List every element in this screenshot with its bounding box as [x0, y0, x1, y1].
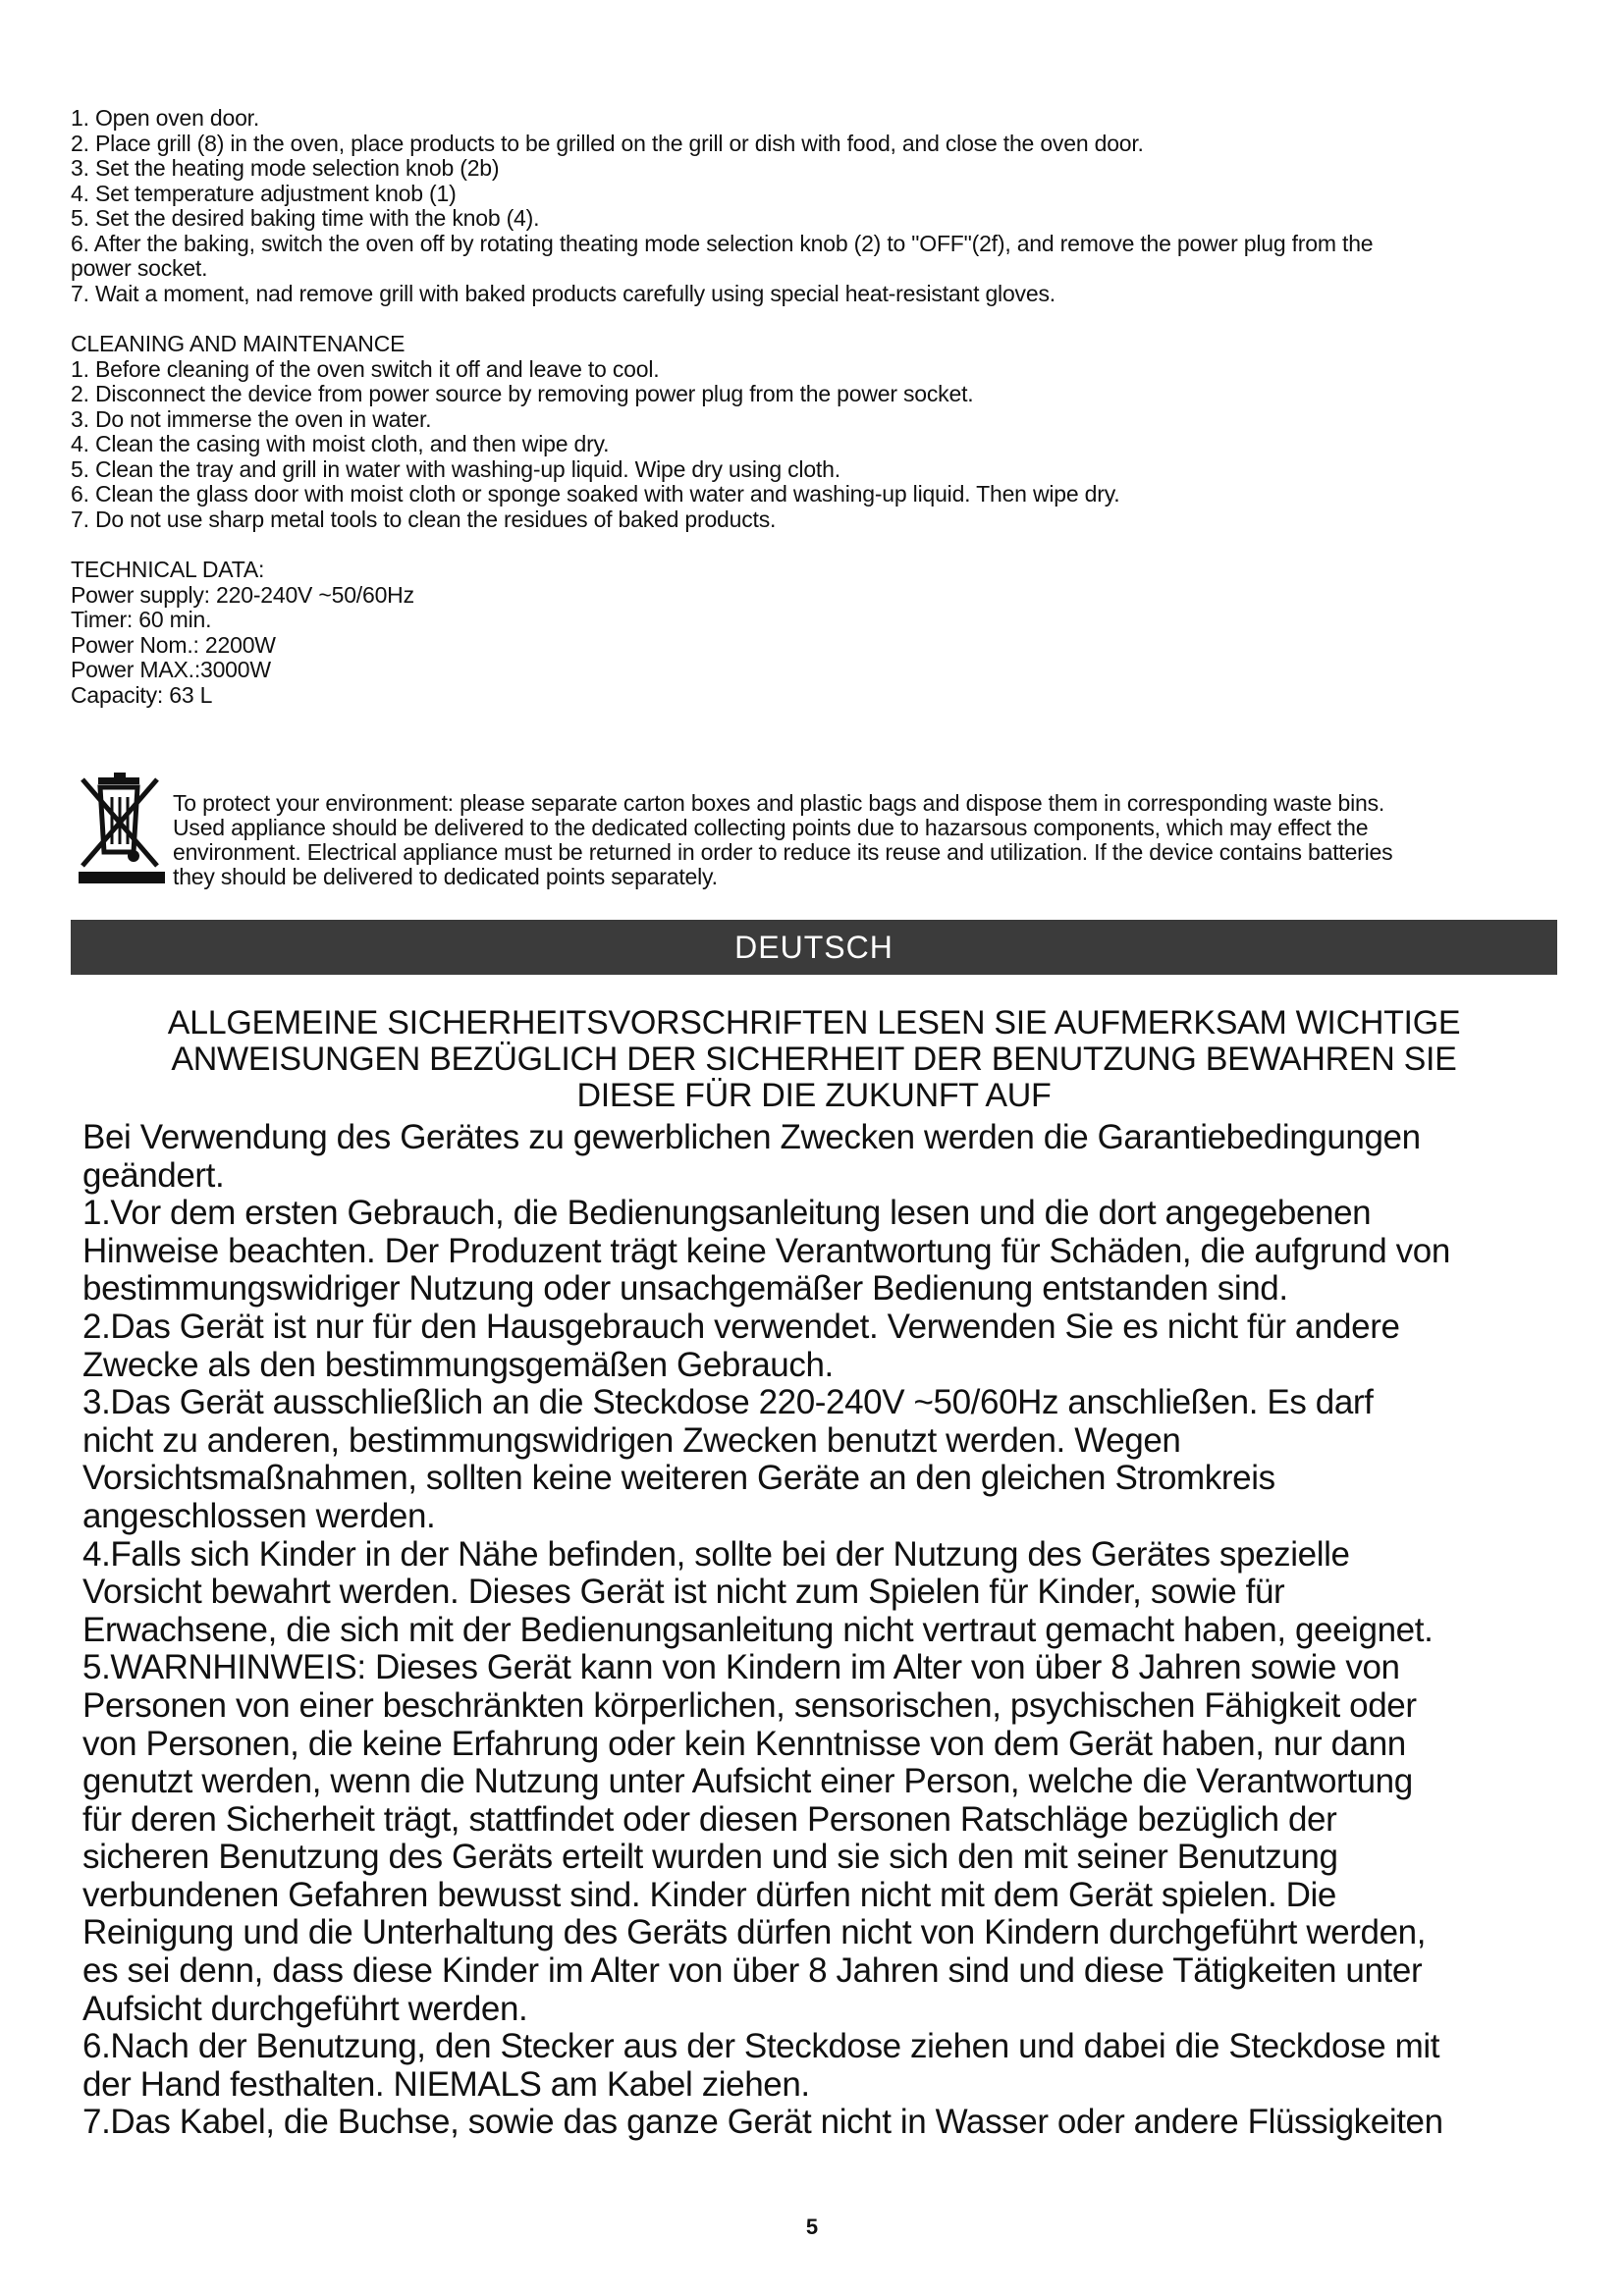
cleaning-item: 5. Clean the tray and grill in water with washing-up liquid. Wipe dry using cloth. — [71, 455, 840, 482]
step-line: 1. Open oven door. — [71, 105, 260, 131]
body-line: es sei denn, dass diese Kinder im Alter von über 8 Jahren sind und diese Tätigkeiten unter — [82, 1951, 1423, 1991]
technical-title: TECHNICAL DATA: — [71, 557, 265, 582]
body-line: Reinigung und die Unterhaltung des Geräts dürfen nicht von Kindern durchgeführt werden, — [82, 1913, 1427, 1952]
technical-line: Power supply: 220-240V ~50/60Hz — [71, 581, 414, 608]
step-line: 5. Set the desired baking time with the knob (4). — [71, 205, 540, 231]
body-line: Hinweise beachten. Der Produzent trägt keine Verantwortung für Schäden, die aufgrund von — [82, 1231, 1450, 1270]
body-line: geändert. — [82, 1155, 225, 1195]
environment-text — [173, 791, 1567, 889]
environment-line: Used appliance should be delivered to the dedicated collecting points due to hazarsous components, which may effect the — [173, 815, 1369, 840]
environment-line: they should be delivered to dedicated points separately. — [173, 864, 718, 889]
body-line: Vorsicht bewahrt werden. Dieses Gerät ist nicht zum Spielen für Kinder, sowie für — [82, 1573, 1285, 1612]
body-line: sicheren Benutzung des Geräts erteilt wurden und sie sich den mit seiner Benutzung — [82, 1838, 1338, 1877]
technical-line: Timer: 60 min. — [71, 607, 212, 632]
body-line: nicht zu anderen, bestimmungswidrigen Zwecken benutzt werden. Wegen — [82, 1420, 1181, 1460]
step-line: 7. Wait a moment, nad remove grill with baked products carefully using special heat-resistant gloves. — [71, 280, 1056, 306]
section-banner — [71, 920, 1557, 975]
body-line: genutzt werden, wenn die Nutzung unter Aufsicht einer Person, welche die Verantwortung — [82, 1762, 1413, 1801]
body-line: für deren Sicherheit trägt, stattfindet oder diesen Personen Ratschläge bezüglich der — [82, 1799, 1337, 1839]
environment-line: environment. Electrical appliance must be returned in order to reduce its reuse and utilization. If the device contains batteries — [173, 839, 1393, 865]
step-line: power socket. — [71, 255, 208, 281]
body-line: 7.Das Kabel, die Buchse, sowie das ganze Gerät nicht in Wasser oder andere Flüssigkeiten — [82, 2103, 1443, 2142]
spacer — [71, 532, 1563, 558]
body-line: angeschlossen werden. — [82, 1496, 436, 1535]
step-line: 6. After the baking, switch the oven off by rotating theating mode selection knob (2) to "OFF"(2f), and remove the power plug from the — [71, 230, 1374, 256]
step-line: 3. Set the heating mode selection knob (2b) — [71, 155, 500, 181]
body-line: Erwachsene, die sich mit der Bedienungsanleitung nicht vertraut gemacht haben, geeignet. — [82, 1610, 1434, 1649]
technical-line: Power MAX.:3000W — [71, 657, 271, 682]
cleaning-item: 6. Clean the glass door with moist cloth or sponge soaked with water and washing-up liquid. Then wipe dry. — [71, 481, 1120, 507]
body-line: 1.Vor dem ersten Gebrauch, die Bedienungsanleitung lesen und die dort angegebenen — [82, 1194, 1372, 1233]
spacer — [71, 306, 1563, 332]
cleaning-item: 7. Do not use sharp metal tools to clean the residues of baked products. — [71, 506, 777, 532]
heading-line: ANWEISUNGEN BEZÜGLICH DER SICHERHEIT DER BENUTZUNG BEWAHREN SIE — [171, 1041, 1457, 1078]
body-line: verbundenen Gefahren bewusst sind. Kinder dürfen nicht mit dem Gerät spielen. Die — [82, 1875, 1336, 1914]
english-instructions — [71, 106, 1563, 708]
heading-line: DIESE FÜR DIE ZUKUNFT AUF — [576, 1077, 1052, 1114]
body-line: Aufsicht durchgeführt werden. — [82, 1989, 528, 2028]
body-line: Bei Verwendung des Gerätes zu gewerblichen Zwecken werden die Garantiebedingungen — [82, 1118, 1421, 1156]
heading-line: ALLGEMEINE SICHERHEITSVORSCHRIFTEN LESEN SIE AUFMERKSAM WICHTIGE — [167, 1004, 1461, 1041]
cleaning-title: CLEANING AND MAINTENANCE — [71, 331, 406, 356]
body-line: 5.WARNHINWEIS: Dieses Gerät kann von Kindern im Alter von über 8 Jahren sowie von — [82, 1648, 1400, 1687]
body-line: 6.Nach der Benutzung, den Stecker aus der Steckdose ziehen und dabei die Steckdose mit — [82, 2027, 1440, 2066]
body-line: Vorsichtsmaßnahmen, sollten keine weiteren Geräte an den gleichen Stromkreis — [82, 1459, 1275, 1498]
page-number: 5 — [805, 2215, 819, 2239]
cleaning-item: 3. Do not immerse the oven in water. — [71, 405, 432, 432]
body-line: 2.Das Gerät ist nur für den Hausgebrauch verwendet. Verwenden Sie es nicht für andere — [82, 1307, 1400, 1346]
german-heading — [71, 1005, 1557, 1114]
cleaning-item: 2. Disconnect the device from power source by removing power plug from the power socket. — [71, 381, 974, 406]
body-line: bestimmungswidriger Nutzung oder unsachgemäßer Bedienung entstanden sind. — [82, 1269, 1288, 1308]
body-line: der Hand festhalten. NIEMALS am Kabel ziehen. — [82, 2064, 810, 2104]
body-line: Zwecke als den bestimmungsgemäßen Gebrauch. — [82, 1345, 834, 1384]
section-banner-title: DEUTSCH — [734, 929, 893, 965]
technical-line: Power Nom.: 2200W — [71, 631, 276, 658]
environment-line: To protect your environment: please separate carton boxes and plastic bags and dispose them in corresponding waste bins. — [173, 790, 1385, 816]
technical-line: Capacity: 63 L — [71, 681, 213, 708]
body-line: Personen von einer beschränkten körperlichen, sensorischen, psychischen Fähigkeit oder — [82, 1685, 1417, 1725]
environment-notice — [71, 768, 1563, 905]
cleaning-item: 1. Before cleaning of the oven switch it off and leave to cool. — [71, 355, 660, 382]
crossed-out-wheelie-bin-icon — [77, 770, 175, 885]
step-line: 4. Set temperature adjustment knob (1) — [71, 180, 457, 206]
step-line: 2. Place grill (8) in the oven, place products to be grilled on the grill or dish with food, and close the oven door. — [71, 130, 1144, 156]
cleaning-item: 4. Clean the casing with moist cloth, and then wipe dry. — [71, 431, 610, 456]
body-line: 3.Das Gerät ausschließlich an die Steckdose 220-240V ~50/60Hz anschließen. Es darf — [82, 1383, 1374, 1422]
german-body — [82, 1119, 1565, 2142]
body-line: von Personen, die keine Erfahrung oder kein Kenntnisse von dem Gerät haben, nur dann — [82, 1724, 1406, 1763]
body-line: 4.Falls sich Kinder in der Nähe befinden, sollte bei der Nutzung des Gerätes spezielle — [82, 1534, 1350, 1574]
